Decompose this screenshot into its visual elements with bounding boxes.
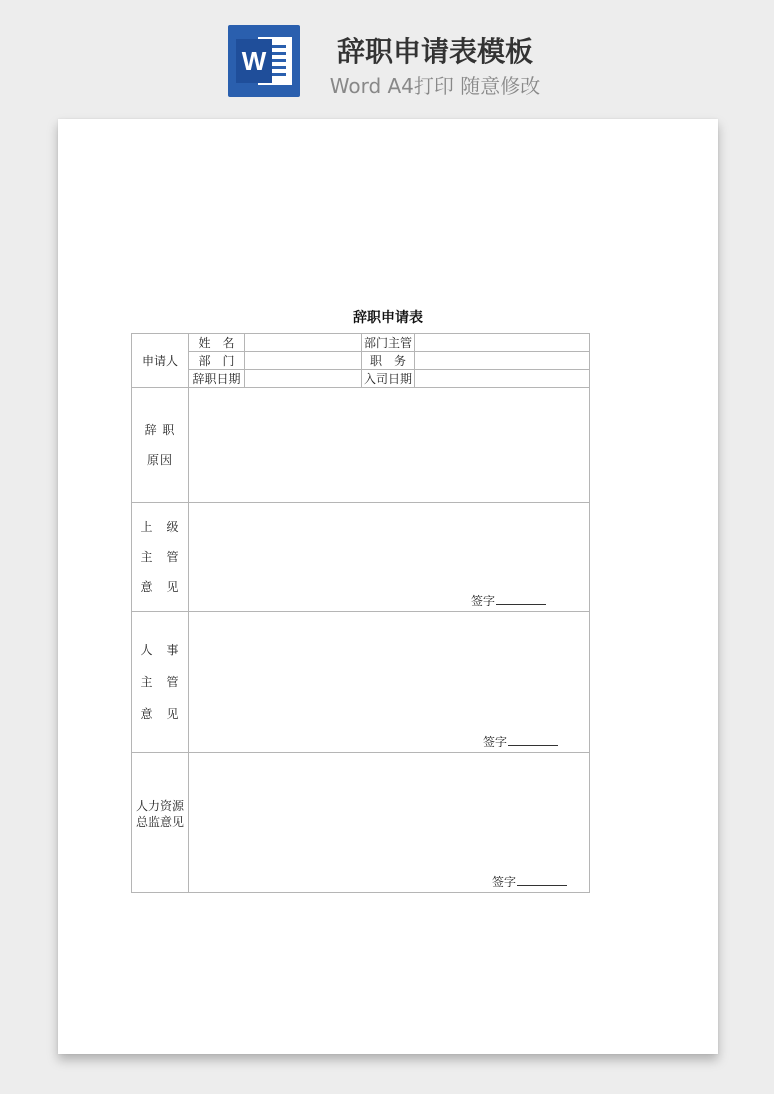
header — [0, 0, 774, 110]
join-date-label: 入司日期 — [362, 370, 415, 388]
applicant-label: 申请人 — [132, 334, 189, 388]
hr-director-label-line: 人力资源 — [135, 798, 184, 813]
hr-director-signature[interactable] — [492, 873, 567, 890]
reason-field[interactable] — [189, 388, 590, 503]
resignation-form-table — [131, 333, 590, 893]
hr-director-opinion-field[interactable] — [189, 753, 590, 893]
name-value-field[interactable] — [245, 334, 362, 352]
hr-opinion-label — [132, 612, 189, 753]
dept-manager-value-field[interactable] — [415, 334, 590, 352]
hr-opinion-field[interactable] — [189, 612, 590, 753]
page-title: 辞职申请表模板 — [336, 35, 533, 68]
hr-signature[interactable] — [483, 733, 558, 750]
signature-line — [496, 595, 546, 605]
supervisor-label-line: 上 级 — [140, 520, 180, 534]
hr-label-line: 意 见 — [140, 707, 180, 721]
hr-label-line: 人 事 — [140, 643, 180, 657]
hr-director-label-line: 总监意见 — [135, 814, 184, 829]
page-subtitle: Word A4打印 随意修改 — [329, 74, 541, 98]
sign-label: 签字 — [483, 735, 508, 749]
name-label: 姓 名 — [189, 334, 245, 352]
sign-label: 签字 — [471, 594, 496, 608]
supervisor-opinion-field[interactable] — [189, 503, 590, 612]
join-date-value-field[interactable] — [415, 370, 590, 388]
supervisor-label-line: 意 见 — [140, 580, 180, 594]
reason-label-line: 辞 职 — [144, 423, 176, 437]
supervisor-opinion-label — [132, 503, 189, 612]
document-page — [58, 119, 718, 1054]
department-value-field[interactable] — [245, 352, 362, 370]
position-value-field[interactable] — [415, 352, 590, 370]
position-label: 职 务 — [362, 352, 415, 370]
hr-label-line: 主 管 — [140, 675, 180, 689]
resign-date-value-field[interactable] — [245, 370, 362, 388]
supervisor-label-line: 主 管 — [140, 550, 180, 564]
signature-line — [517, 876, 567, 886]
department-label: 部 门 — [189, 352, 245, 370]
sign-label: 签字 — [492, 875, 517, 889]
word-letter: W — [236, 39, 272, 83]
resign-date-label: 辞职日期 — [189, 370, 245, 388]
supervisor-signature[interactable] — [471, 592, 546, 609]
signature-line — [508, 736, 558, 746]
hr-director-opinion-label — [132, 753, 189, 893]
dept-manager-label: 部门主管 — [362, 334, 415, 352]
reason-label-line: 原因 — [146, 453, 173, 467]
word-icon — [228, 25, 300, 97]
reason-label — [132, 388, 189, 503]
form-title: 辞职申请表 — [353, 310, 423, 326]
